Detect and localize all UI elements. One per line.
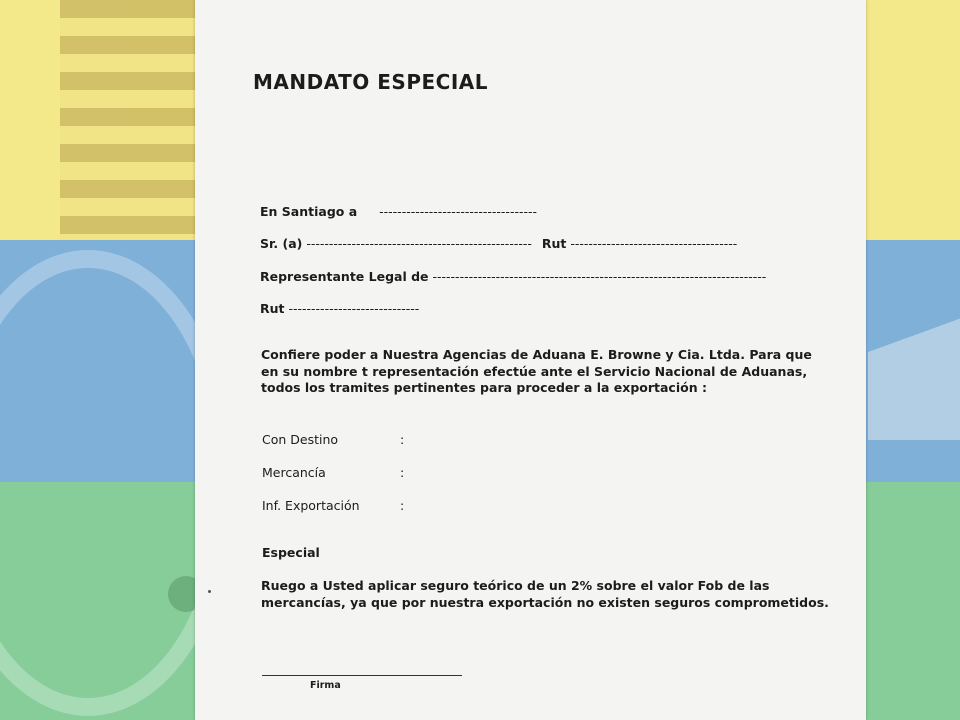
background-shelf-image xyxy=(60,0,195,240)
document-title: MANDATO ESPECIAL xyxy=(253,70,488,94)
sr-blank: -------------------------------------------------- xyxy=(306,236,532,251)
destino-label: Con Destino xyxy=(262,432,339,447)
mercancia-label: Mercancía xyxy=(262,465,326,480)
special-line: mercancías, ya que por nuestra exportación no existen seguros comprometidos. xyxy=(261,594,829,610)
rut2-blank: ----------------------------- xyxy=(288,301,420,316)
rut-label: Rut xyxy=(541,236,567,251)
special-line: Ruego a Usted aplicar seguro teórico de un 2% sobre el valor Fob de las xyxy=(261,578,770,593)
paragraph-line: Confiere poder a Nuestra Agencias de Aduana E. Browne y Cia. Ltda. Para que xyxy=(261,347,812,362)
scan-speck xyxy=(208,590,211,593)
santiago-row xyxy=(260,204,537,219)
special-heading: Especial xyxy=(262,545,320,560)
exportacion-colon: : xyxy=(400,498,405,513)
background-ship-image xyxy=(868,300,960,440)
representante-row xyxy=(260,269,766,284)
exportacion-label: Inf. Exportación xyxy=(262,498,360,513)
power-paragraph xyxy=(261,347,861,397)
signature-line xyxy=(262,675,462,676)
representante-blank: -------------------------------------------------------------------------- xyxy=(432,269,767,284)
sr-label: Sr. (a) xyxy=(260,236,303,251)
mercancia-colon: : xyxy=(400,465,405,480)
rut2-row xyxy=(260,301,419,316)
signature-label: Firma xyxy=(310,680,341,691)
paragraph-line: en su nombre t representación efectúe ante el Servicio Nacional de Aduanas, xyxy=(261,363,808,379)
rut-blank: ------------------------------------- xyxy=(570,236,738,251)
special-paragraph xyxy=(261,578,861,611)
santiago-label: En Santiago a xyxy=(260,204,358,219)
santiago-blank: ----------------------------------- xyxy=(379,204,538,219)
rut2-label: Rut xyxy=(260,301,285,316)
paragraph-line: todos los tramites pertinentes para proceder a la exportación : xyxy=(261,380,707,395)
representante-label: Representante Legal de xyxy=(260,269,429,284)
destino-colon: : xyxy=(400,432,405,447)
sr-row xyxy=(260,236,737,251)
